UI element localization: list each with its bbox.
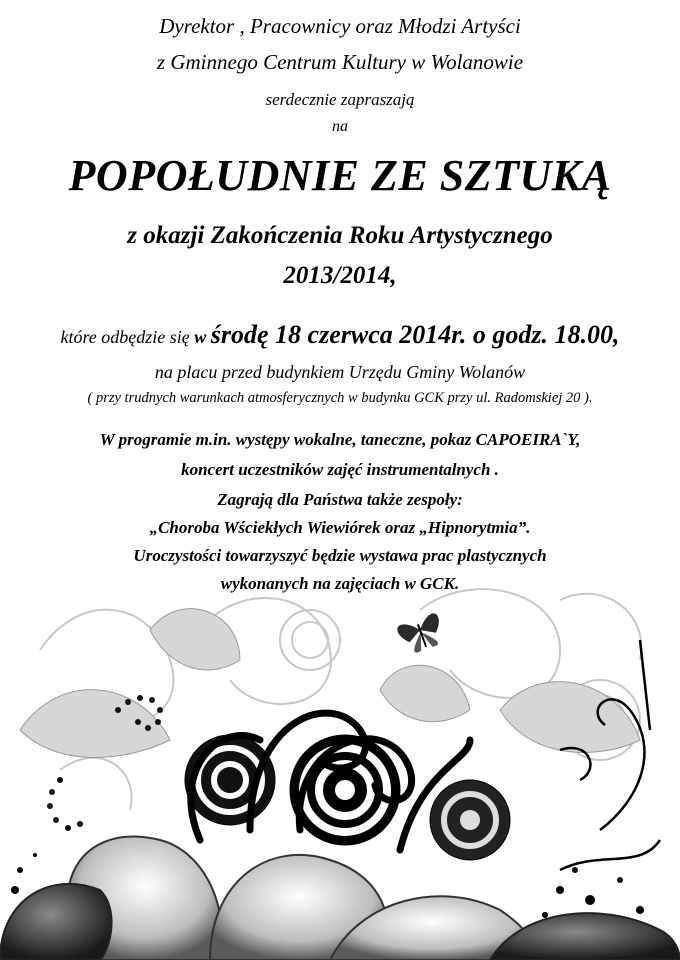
- occasion-line-1: z okazji Zakończenia Roku Artystycznego: [127, 222, 553, 249]
- program-line-6: wykonanych na zajęciach w GCK.: [220, 574, 460, 593]
- hosts-line-2: z Gminnego Centrum Kultury w Wolanowie: [156, 50, 524, 74]
- floral-illustration: [0, 570, 680, 960]
- occasion-line-2: 2013/2014,: [283, 262, 397, 289]
- program-line-1: W programie m.in. występy wokalne, taneczne, pokaz CAPOEIRA`Y,: [99, 430, 581, 449]
- hosts-line-1: Dyrektor , Pracownicy oraz Młodzi Artyści: [159, 14, 521, 38]
- datetime-w: w: [194, 327, 211, 347]
- butterfly-icon: [396, 612, 447, 656]
- foreground-flower: [0, 837, 680, 960]
- program-line-2: koncert uczestników zajęć instrumentalnych .: [181, 460, 499, 479]
- datetime-prefix: które odbędzie się: [60, 327, 195, 347]
- weather-note: ( przy trudnych warunkach atmosferycznych w budynku GCK przy ul. Radomskiej 20 ).: [87, 390, 593, 406]
- thin-curls: [560, 640, 660, 870]
- event-datetime: [0, 320, 680, 350]
- program-line-3: Zagrają dla Państwa także zespoły:: [217, 490, 463, 509]
- program-line-5: Uroczystości towarzyszyć będzie wystawa prac plastycznych: [133, 546, 547, 565]
- invite-line: serdecznie zapraszają: [265, 90, 415, 109]
- event-place: na placu przed budynkiem Urzędu Gminy Wolanów: [154, 362, 526, 382]
- na-word: na: [332, 118, 348, 135]
- program-line-4: „Choroba Wściekłych Wiewiórek oraz „Hipnorytmia”.: [149, 518, 531, 537]
- background-petals: [20, 609, 640, 758]
- datetime-date: środę 18 czerwca 2014r. o godz. 18.00,: [210, 320, 620, 349]
- event-title: POPOŁUDNIE ZE SZTUKĄ: [68, 151, 612, 200]
